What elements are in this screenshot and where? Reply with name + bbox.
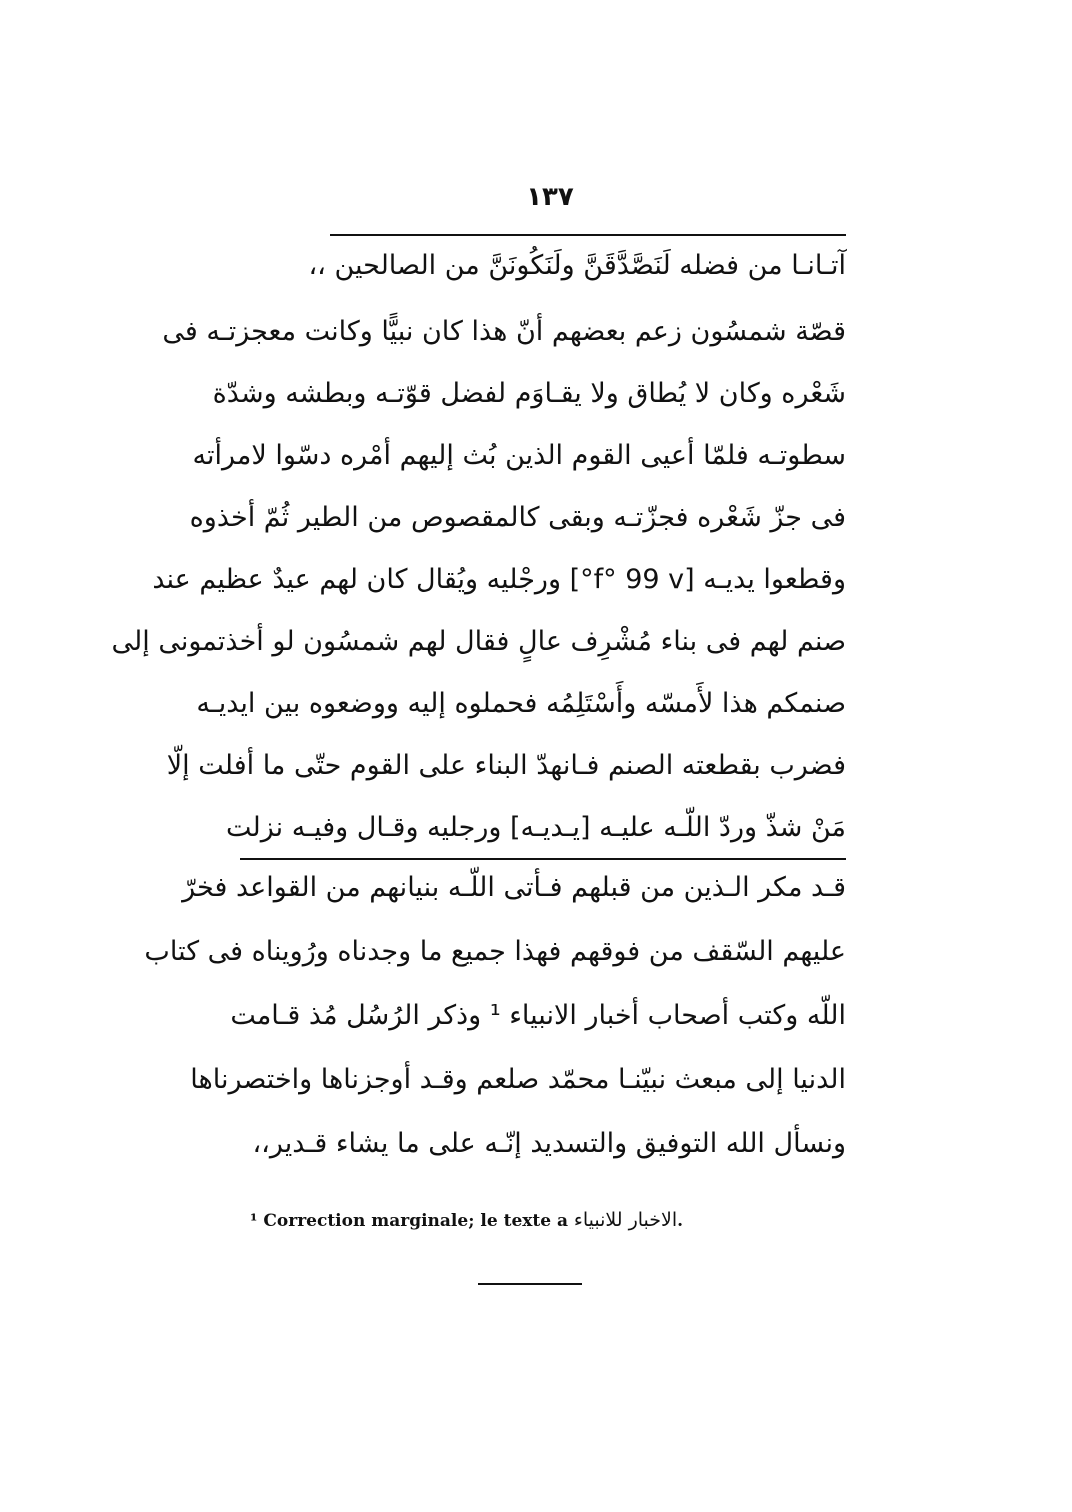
text-line: وقطعوا يديـه [f° 99 v°] ورجْليه ويُقال كان لهم عيدٌ عظيم عند — [152, 564, 846, 595]
text-line: آتـانـا من فضله لَنَصَّدَّقَنَّ ولَنَكُونَنَّ من الصالحين ،، — [308, 250, 846, 281]
text-line: قـد مكر الـذين من قبلهم فـأتى اللّـه بنيانهم من القواعد فخرّ — [182, 872, 846, 903]
header-rule — [330, 234, 846, 236]
footnote-arabic: الاخبار للانبياء — [573, 1209, 678, 1231]
text-line: فضرب بقطعته الصنم فـانهدّ البناء على القوم حتّى ما أفلت إلّا — [166, 750, 846, 781]
end-rule — [478, 1283, 582, 1285]
section-rule — [240, 858, 846, 860]
footnote-text: Correction marginale; le texte a — [263, 1211, 568, 1231]
text-line: قصّة شمسُون زعم بعضهم أنّ هذا كان نبيًّا وكانت معجزتـه فى — [162, 316, 846, 347]
text-line: مَنْ شذّ وردّ اللّـه عليـه [يـديـه] ورجليه وقـال وفيـه نزلت — [225, 812, 846, 843]
text-line: عليهم السّقف من فوقهم فهذا جميع ما وجدناه ورُويناه فى كتاب — [144, 936, 846, 967]
page-number: ١٣٧ — [526, 182, 574, 212]
text-line: الدنيا إلى مبعث نبيّنـا محمّد صلعم وقـد أوجزناها واختصرناها — [190, 1064, 846, 1095]
text-line: صنمكم هذا لأَمسّه وأَسْتَلِمُه فحملوه إليه ووضعوه بين ايديـه — [196, 688, 846, 719]
footnote-marker: ¹ — [250, 1211, 258, 1231]
text-line: صنم لهم فى بناء مُشْرِف عالٍ فقال لهم شمسُون لو أخذتمونى إلى — [111, 626, 846, 657]
text-line: شَعْره وكان لا يُطاق ولا يقـاوَم لفضل قوّتـه وبطشه وشدّة — [212, 378, 846, 409]
text-line: اللّه وكتب أصحاب أخبار الانبياء ¹ وذكر الرُسُل مُذ قـامت — [230, 1000, 846, 1031]
text-line: فى جزّ شَعْره فجزّتـه وبقى كالمقصوص من الطير ثُمّ أخذوه — [189, 502, 846, 533]
footnote-end: . — [677, 1211, 684, 1231]
text-line: ونسأل الله التوفيق والتسديد إنّـه على ما يشاء قـدير،، — [252, 1128, 846, 1159]
footnote — [250, 1208, 810, 1233]
text-line: سطوتـه فلمّا أعيى القوم الذين بُث إليهم أمْره دسّوا لامرأته — [192, 440, 846, 471]
